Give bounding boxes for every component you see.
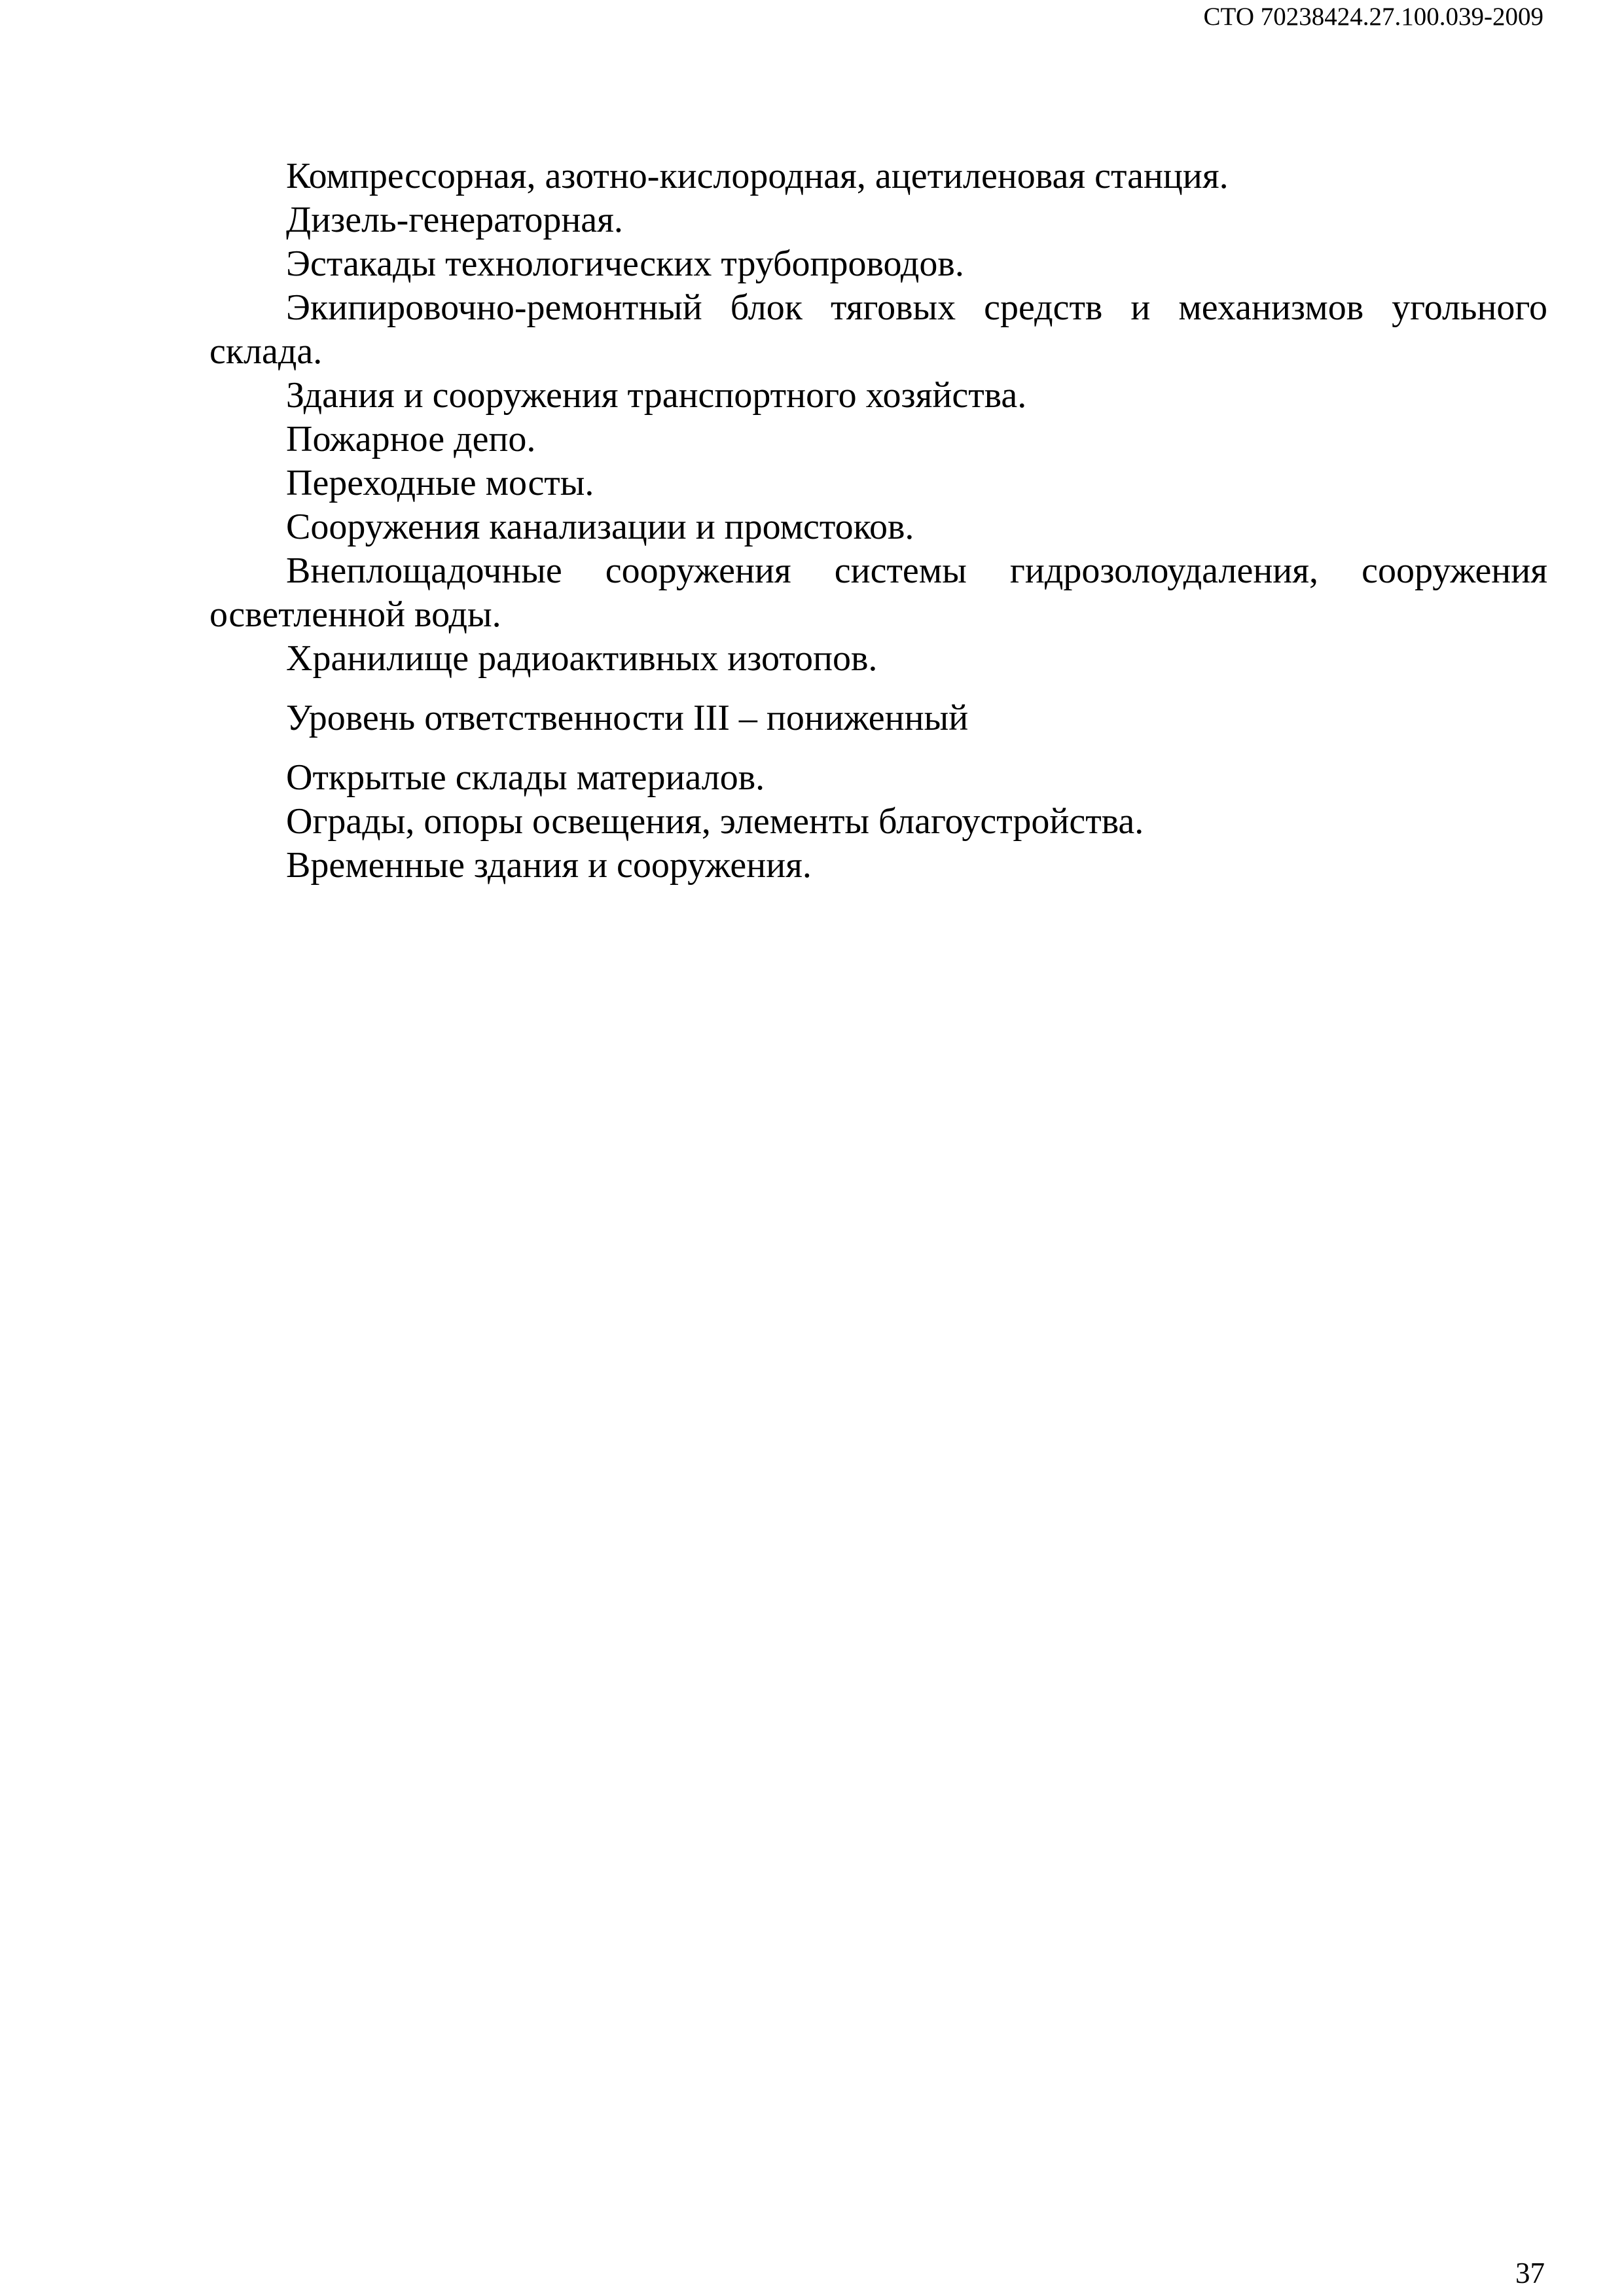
responsibility-level-heading: Уровень ответственности III – пониженный [286, 698, 969, 738]
list-item: Экипировочно-ремонтный блок тяговых средств и механизмов угольного склада. [209, 287, 1547, 372]
list-item: Хранилище радиоактивных изотопов. [286, 638, 878, 679]
list-item: Внеплощадочные сооружения системы гидрозолоудаления, сооружения осветленной воды. [209, 550, 1547, 635]
list-item: Эстакады технологических трубопроводов. [286, 243, 964, 284]
page-number: 37 [1515, 2257, 1545, 2289]
document-body [209, 154, 1547, 888]
list-item: Переходные мосты. [286, 463, 594, 503]
list-item: Открытые склады материалов. [286, 757, 765, 798]
document-code: СТО 70238424.27.100.039-2009 [1203, 3, 1543, 31]
list-item: Временные здания и сооружения. [286, 845, 812, 886]
list-item: Здания и сооружения транспортного хозяйства. [286, 375, 1027, 416]
list-item: Ограды, опоры освещения, элементы благоустройства. [286, 801, 1144, 842]
list-item: Компрессорная, азотно-кислородная, ацетиленовая станция. [286, 156, 1229, 196]
list-item: Дизель-генераторная. [286, 200, 623, 240]
list-item: Пожарное депо. [286, 419, 536, 459]
list-item: Сооружения канализации и промстоков. [286, 507, 914, 547]
